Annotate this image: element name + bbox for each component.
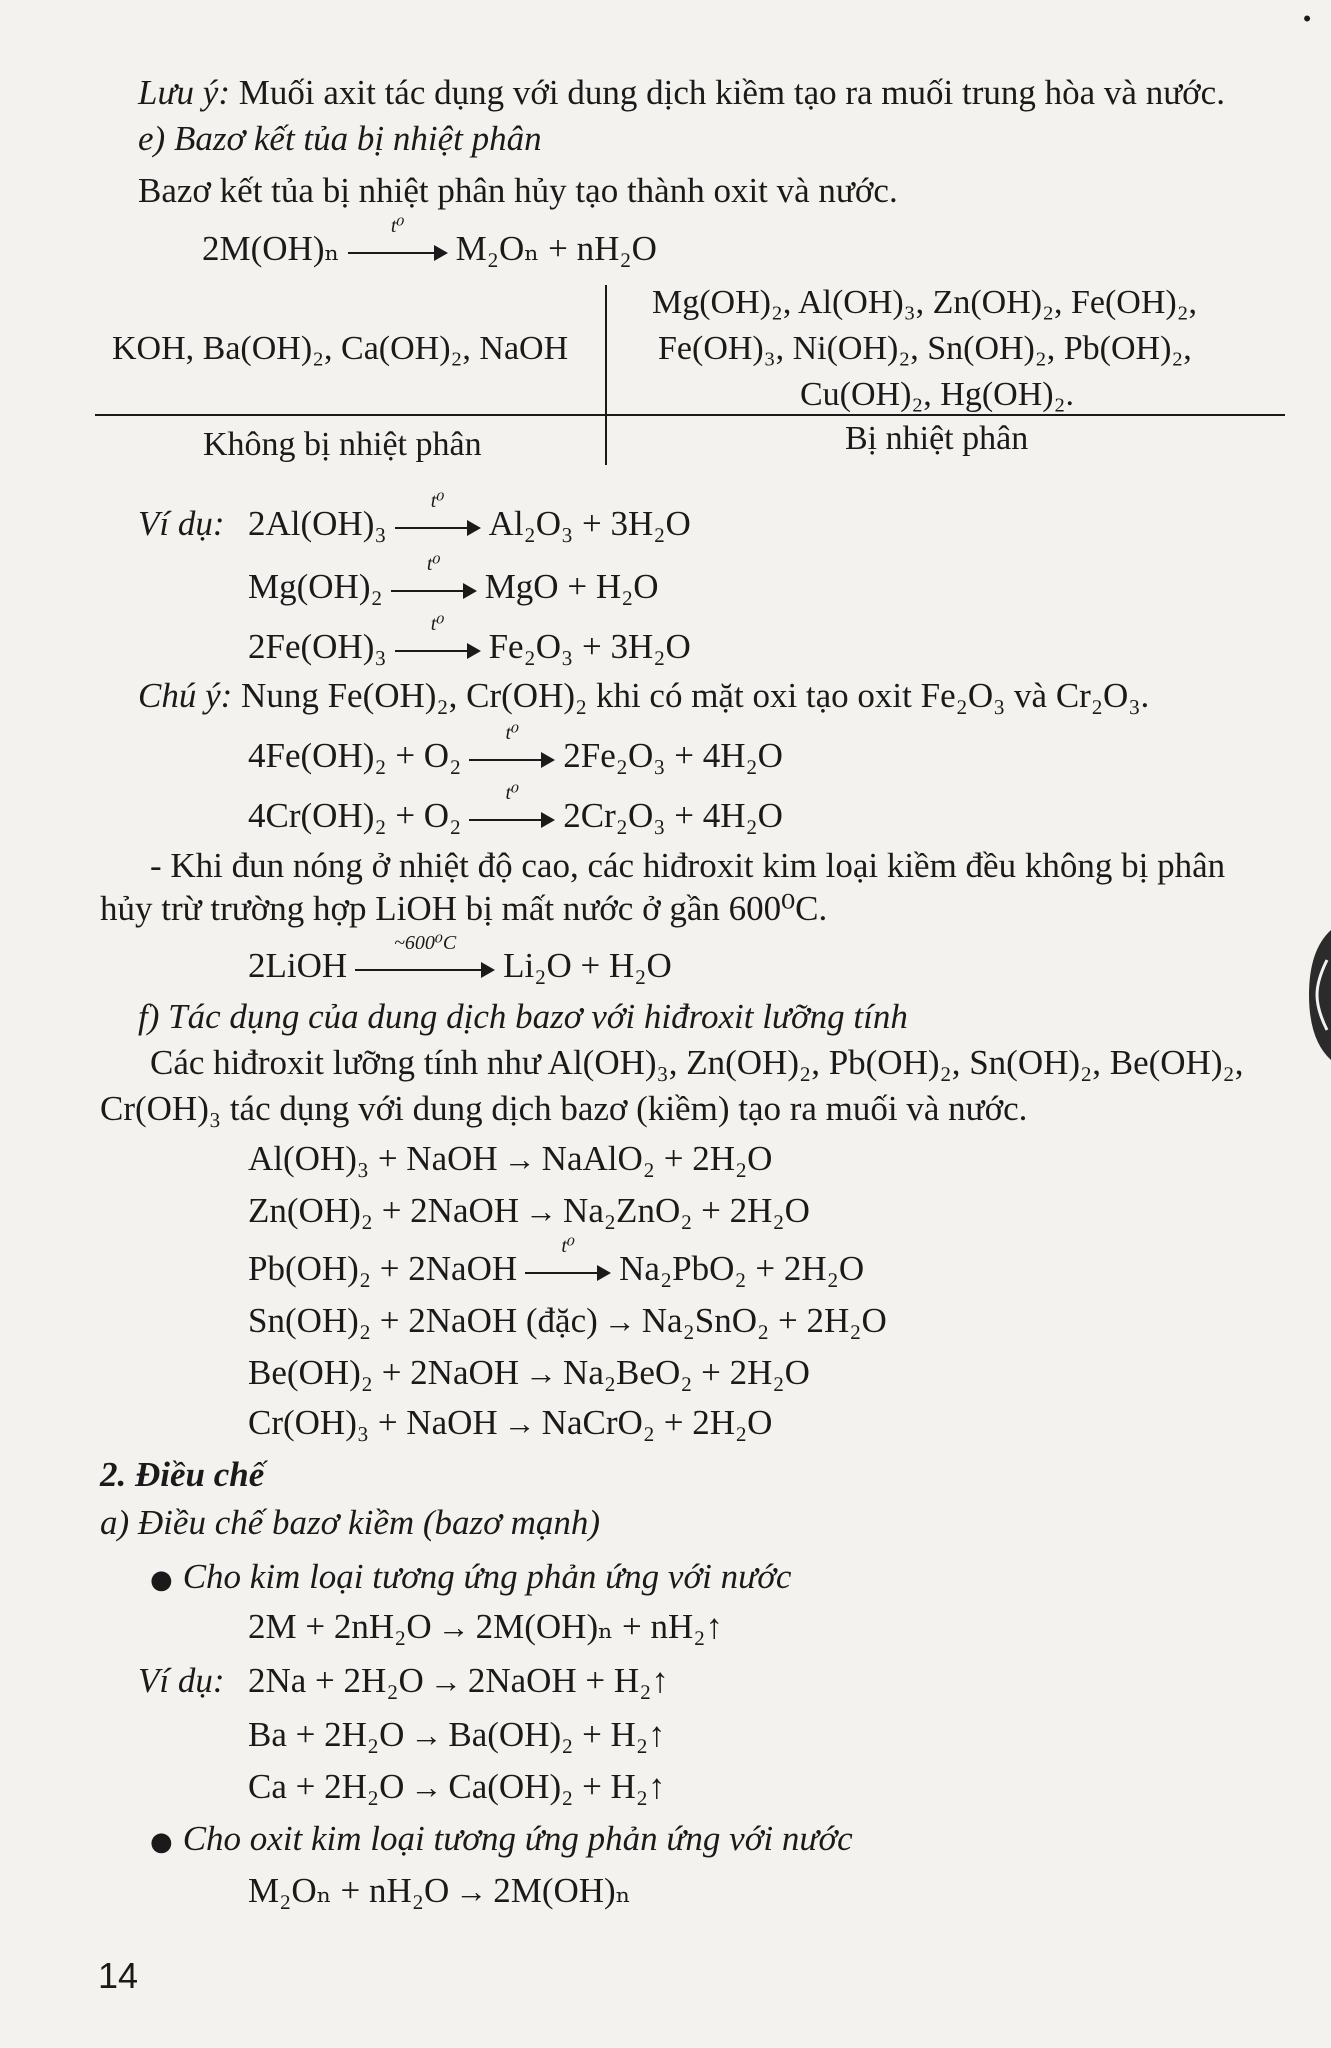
- eq-left: Be(OH)₂ + 2NaOH: [248, 1353, 520, 1392]
- eq-right: 2NaOH + H₂↑: [467, 1661, 669, 1700]
- equation-ox1: [248, 721, 783, 777]
- arrow-condition: t⁰: [561, 1234, 575, 1257]
- equation-amph1: [248, 1138, 772, 1180]
- table-cell-non-decomposing: KOH, Ba(OH)₂, Ca(OH)₂, NaOH: [112, 330, 569, 367]
- page-number: 14: [98, 1955, 139, 1996]
- eq-right: Li₂O + H₂O: [503, 946, 672, 985]
- eq-left: 2Al(OH)₃: [248, 504, 387, 543]
- reaction-arrow-icon: →: [525, 1355, 558, 1391]
- reaction-arrow-icon: [525, 1234, 611, 1282]
- arrow-condition: t⁰: [505, 781, 520, 804]
- section-e-title: e) Bazơ kết tủa bị nhiệt phân: [138, 119, 542, 158]
- eq-left: 2Na + 2H₂O: [248, 1661, 424, 1700]
- eq-right: Fe₂O₃ + 3H₂O: [488, 627, 691, 666]
- eq-left: 4Cr(OH)₂ + O₂: [248, 796, 462, 835]
- section-2a-title: a) Điều chế bazơ kiềm (bazơ mạnh): [100, 1503, 601, 1542]
- eq-right: Na₂SnO₂ + 2H₂O: [641, 1301, 887, 1340]
- table-horizontal-divider: [95, 414, 1285, 416]
- note-line: [138, 72, 1225, 114]
- reaction-arrow-icon: →: [503, 1405, 536, 1441]
- eq-left: Pb(OH)₂ + 2NaOH: [248, 1249, 518, 1288]
- eq-right: Ca(OH)₂ + H₂↑: [448, 1767, 666, 1806]
- eq-right: 2Fe₂O₃ + 4H₂O: [563, 736, 783, 775]
- eq-right: 2M(OH)ₙ + nH₂↑: [475, 1607, 723, 1646]
- eq-right: 2M(OH)ₙ: [493, 1871, 631, 1910]
- chu-y-line: [138, 675, 1149, 717]
- reaction-arrow-icon: [395, 489, 481, 537]
- top-marker: •: [1303, 6, 1311, 31]
- note-text: Muối axit tác dụng với dung dịch kiềm tạo ra muối trung hòa và nước.: [230, 73, 1225, 112]
- bullet-icon: ●: [150, 1827, 173, 1857]
- table-vertical-divider: [605, 285, 607, 465]
- equation-ex1: [248, 489, 691, 545]
- eq-right: Na₂BeO₂ + 2H₂O: [563, 1353, 810, 1392]
- bullet-2-text: Cho oxit kim loại tương ứng phản ứng với nước: [182, 1819, 853, 1858]
- table-cell-decomposing-line-2: Fe(OH)₃, Ni(OH)₂, Sn(OH)₂, Pb(OH)₂,: [658, 330, 1192, 367]
- equation-general-decomp: [202, 214, 657, 270]
- eq-right: 2Cr₂O₃ + 4H₂O: [563, 796, 783, 835]
- equation-amph4: [248, 1300, 887, 1342]
- section-2-title: 2. Điều chế: [100, 1455, 265, 1494]
- eq-left: Cr(OH)₃ + NaOH: [248, 1403, 498, 1442]
- equation-amph6: [248, 1402, 772, 1444]
- reaction-arrow-icon: →: [603, 1303, 636, 1339]
- arrow-condition: t⁰: [505, 721, 520, 744]
- eq-right: Ba(OH)₂ + H₂↑: [448, 1715, 666, 1754]
- eq-left: Ba + 2H₂O: [248, 1715, 405, 1754]
- section-f-text-1: Các hiđroxit lưỡng tính như Al(OH)₃, Zn(OH)₂, Pb(OH)₂, Sn(OH)₂, Be(OH)₂,: [150, 1043, 1244, 1082]
- section-f-text-2: Cr(OH)₃ tác dụng với dung dịch bazơ (kiềm) tạo ra muối và nước.: [100, 1089, 1028, 1128]
- arrow-condition: t⁰: [426, 552, 441, 575]
- example-label: Ví dụ:: [138, 504, 225, 543]
- equation-prep-general: [248, 1606, 723, 1648]
- reaction-arrow-icon: →: [410, 1769, 443, 1805]
- reaction-arrow-icon: →: [503, 1141, 536, 1177]
- table-header-non-decomposing: Không bị nhiệt phân: [203, 426, 482, 463]
- example-line-1: [138, 503, 225, 545]
- eq-right: Al₂O₃ + 3H₂O: [488, 504, 691, 543]
- eq-right: NaAlO₂ + 2H₂O: [541, 1139, 773, 1178]
- equation-prep2: [248, 1714, 666, 1756]
- reaction-arrow-icon: →: [429, 1663, 462, 1699]
- equation-prep-oxide: [248, 1870, 631, 1912]
- section-f-title: f) Tác dụng của dung dịch bazơ với hiđroxit lưỡng tính: [138, 997, 908, 1036]
- publisher-tab-logo-icon: [1303, 930, 1331, 1060]
- eq-right: NaCrO₂ + 2H₂O: [541, 1403, 773, 1442]
- reaction-arrow-icon: →: [410, 1717, 443, 1753]
- eq-left: Zn(OH)₂ + 2NaOH: [248, 1191, 520, 1230]
- bullet-1-text: Cho kim loại tương ứng phản ứng với nước: [182, 1557, 792, 1596]
- equation-prep1: [248, 1660, 669, 1702]
- arrow-condition: t⁰: [430, 489, 445, 512]
- note-label: Lưu ý:: [138, 73, 230, 112]
- reaction-arrow-icon: [395, 612, 481, 660]
- bullet-2: [150, 1818, 853, 1863]
- eq-left: 2M(OH)ₙ: [202, 229, 340, 268]
- chu-y-label: Chú ý:: [138, 676, 233, 715]
- equation-lioh: [248, 931, 672, 987]
- arrow-condition: t⁰: [390, 214, 405, 237]
- eq-left: Mg(OH)₂: [248, 567, 383, 606]
- table-cell-decomposing-line-1: Mg(OH)₂, Al(OH)₃, Zn(OH)₂, Fe(OH)₂,: [652, 284, 1198, 321]
- equation-ox2: [248, 781, 783, 837]
- reaction-arrow-icon: [355, 931, 495, 979]
- eq-left: 2LiOH: [248, 946, 348, 985]
- eq-left: Al(OH)₃ + NaOH: [248, 1139, 498, 1178]
- example-label-2: Ví dụ:: [138, 1661, 225, 1700]
- eq-left: 2Fe(OH)₃: [248, 627, 387, 666]
- lioh-text-1: - Khi đun nóng ở nhiệt độ cao, các hiđroxit kim loại kiềm đều không bị phân: [150, 846, 1226, 885]
- reaction-arrow-icon: →: [455, 1873, 488, 1909]
- equation-amph2: [248, 1190, 810, 1232]
- eq-left: 2M + 2nH₂O: [248, 1607, 432, 1646]
- eq-right: M₂Oₙ + nH₂O: [455, 229, 657, 268]
- arrow-condition: t⁰: [430, 612, 445, 635]
- bullet-icon: ●: [150, 1565, 173, 1595]
- reaction-arrow-icon: [391, 552, 477, 600]
- eq-left: M₂Oₙ + nH₂O: [248, 1871, 450, 1910]
- chu-y-text: Nung Fe(OH)₂, Cr(OH)₂ khi có mặt oxi tạo oxit Fe₂O₃ và Cr₂O₃.: [232, 676, 1150, 715]
- eq-left: Sn(OH)₂ + 2NaOH (đặc): [248, 1301, 598, 1340]
- eq-left: Ca + 2H₂O: [248, 1767, 405, 1806]
- reaction-arrow-icon: →: [437, 1609, 470, 1645]
- equation-ex3: [248, 612, 691, 668]
- equation-ex2: [248, 552, 659, 608]
- lioh-text-2: hủy trừ trường hợp LiOH bị mất nước ở gần 600⁰C.: [100, 889, 828, 928]
- reaction-arrow-icon: [469, 781, 555, 829]
- eq-right: Na₂ZnO₂ + 2H₂O: [563, 1191, 810, 1230]
- reaction-arrow-icon: [469, 721, 555, 769]
- eq-right: MgO + H₂O: [484, 567, 659, 606]
- table-cell-decomposing-line-3: Cu(OH)₂, Hg(OH)₂.: [800, 376, 1074, 413]
- equation-amph5: [248, 1352, 810, 1394]
- eq-left: 4Fe(OH)₂ + O₂: [248, 736, 462, 775]
- reaction-arrow-icon: →: [525, 1193, 558, 1229]
- eq-right: Na₂PbO₂ + 2H₂O: [619, 1249, 865, 1288]
- reaction-arrow-icon: [348, 214, 448, 262]
- table-header-decomposing: Bị nhiệt phân: [845, 420, 1029, 457]
- arrow-condition: ~600⁰C: [394, 931, 457, 954]
- equation-prep3: [248, 1766, 666, 1808]
- equation-amph3: [248, 1234, 865, 1290]
- section-e-text: Bazơ kết tủa bị nhiệt phân hủy tạo thành oxit và nước.: [138, 171, 898, 210]
- bullet-1: [150, 1556, 791, 1601]
